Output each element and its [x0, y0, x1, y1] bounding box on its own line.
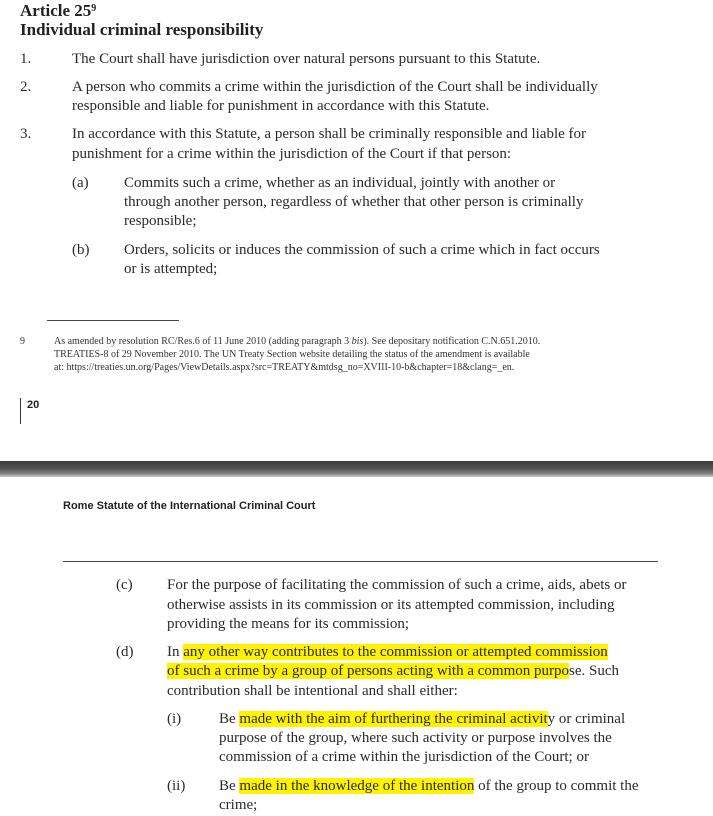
footnote-divider	[47, 320, 179, 321]
sub-i-line-1	[219, 710, 625, 730]
item-a-line-3: responsible;	[124, 213, 197, 229]
sub-i-line-1-post: y or criminal	[547, 711, 626, 727]
item-c-line-3: providing the means for its commission;	[167, 616, 410, 632]
sub-ii-line-1-pre: Be	[219, 778, 240, 794]
sub-i-label: (i)	[167, 711, 182, 727]
footnote-number: 9	[20, 336, 25, 347]
paragraph-1-number: 1.	[20, 51, 32, 67]
highlight-span: any other way contributes to the commission or attempted commission	[183, 644, 608, 660]
footnote-ref[interactable]: 9	[91, 3, 97, 14]
footnote-line-1	[54, 335, 540, 349]
article-title-text: Article 25	[20, 1, 92, 20]
item-d-line-2	[167, 662, 619, 682]
item-b-line-1: Orders, solicits or induces the commission of such a crime which in fact occurs	[124, 242, 600, 258]
item-d-line-1-pre: In	[167, 644, 184, 660]
item-a-line-2: through another person, regardless of whether that other person is criminally	[124, 194, 584, 210]
footnote-line-1-c: ). See depositary notification C.N.651.2010.	[363, 336, 541, 347]
footnote-line-3[interactable]: at: https://treaties.un.org/Pages/ViewDetails.aspx?src=TREATY&mtdsg_no=XVIII-10-b&chapter=18&clang=_en.	[54, 362, 515, 373]
paragraph-2-line-2: responsible and liable for punishment in accordance with this Statute.	[72, 98, 490, 114]
page-number: 20	[27, 399, 40, 411]
page-separator	[0, 461, 713, 477]
footnote-line-1-italic: bis	[351, 336, 364, 347]
sub-ii-line-1	[219, 777, 639, 797]
footnote-line-2: TREATIES-8 of 29 November 2010. The UN Treaty Section website detailing the status of the amendment is available	[54, 349, 530, 360]
running-head: Rome Statute of the International Criminal Court	[63, 500, 316, 512]
header-rule	[63, 561, 658, 562]
paragraph-2-line-1: A person who commits a crime within the jurisdiction of the Court shall be individually	[72, 79, 598, 95]
paragraph-3-number: 3.	[20, 126, 32, 142]
item-a-line-1: Commits such a crime, whether as an individual, jointly with another or	[124, 175, 556, 191]
item-d-line-1	[167, 643, 608, 663]
sub-i-line-3: commission of a crime within the jurisdiction of the Court; or	[219, 749, 589, 765]
paragraph-3-line-1: In accordance with this Statute, a person shall be criminally responsible and liable for	[72, 126, 587, 142]
highlight-span: made with the aim of furthering the criminal activit	[239, 711, 548, 727]
item-a-label: (a)	[72, 175, 89, 191]
article-title	[20, 1, 96, 21]
article-heading: Individual criminal responsibility	[20, 20, 264, 39]
item-c-line-2: otherwise assists in its commission or its attempted commission, including	[167, 597, 615, 613]
highlight-span: made in the knowledge of the intention	[239, 778, 475, 794]
item-d-line-3: contribution shall be intentional and shall either:	[167, 683, 458, 699]
sub-i-line-2: purpose of the group, where such activity or purpose involves the	[219, 730, 612, 746]
sub-ii-line-1-post: of the group to commit the	[474, 778, 639, 794]
page-number-bar	[20, 398, 21, 424]
paragraph-1-text: The Court shall have jurisdiction over natural persons pursuant to this Statute.	[72, 51, 541, 67]
sub-ii-label: (ii)	[167, 778, 186, 794]
item-c-label: (c)	[116, 577, 133, 593]
paragraph-3-line-2: punishment for a crime within the jurisdiction of the Court if that person:	[72, 146, 512, 162]
sub-i-line-1-pre: Be	[219, 711, 240, 727]
footnote-line-1-a: As amended by resolution RC/Res.6 of 11 June 2010 (adding paragraph 3	[54, 336, 352, 347]
highlight-span: of such a crime by a group of persons acting with a common purpo	[167, 663, 569, 679]
item-c-line-1: For the purpose of facilitating the commission of such a crime, aids, abets or	[167, 577, 627, 593]
item-b-line-2: or is attempted;	[124, 261, 218, 277]
item-b-label: (b)	[72, 242, 90, 258]
item-d-label: (d)	[116, 644, 134, 660]
paragraph-2-number: 2.	[20, 79, 32, 95]
sub-ii-line-2: crime;	[219, 797, 258, 813]
item-d-line-2-post: se. Such	[568, 663, 619, 679]
